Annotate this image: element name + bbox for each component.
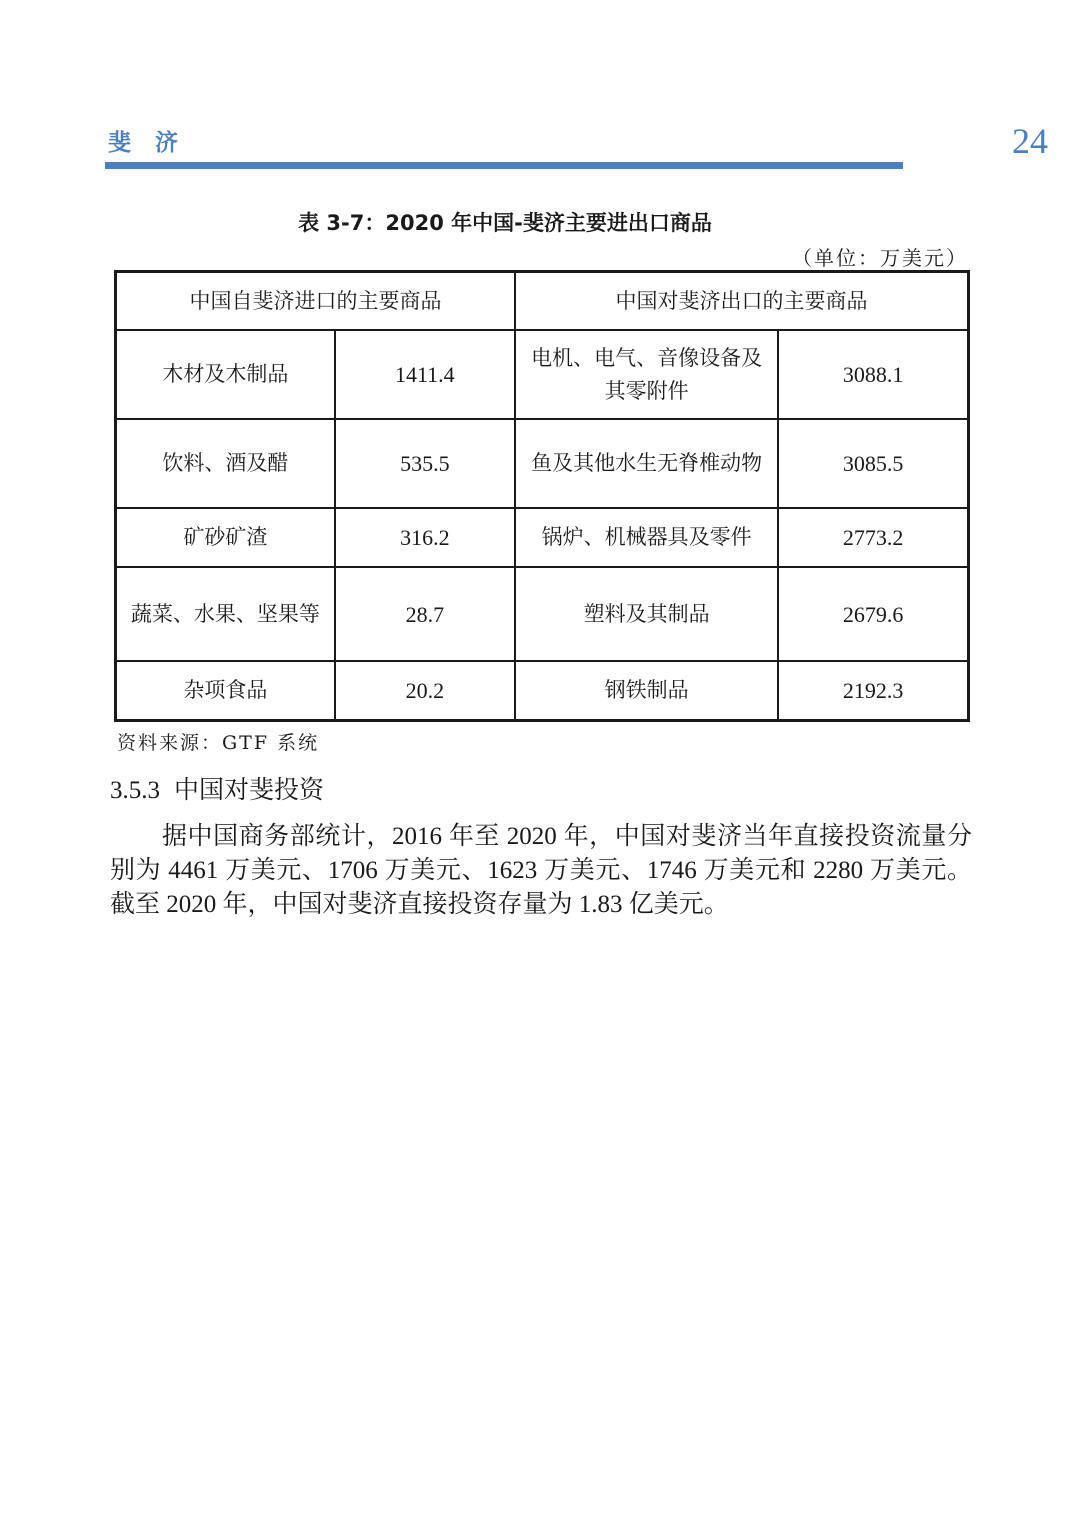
table-row <box>116 330 969 419</box>
export-value-cell: 3085.5 <box>778 419 968 508</box>
export-item-cell: 锅炉、机械器具及零件 <box>515 508 778 567</box>
export-item-cell: 鱼及其他水生无脊椎动物 <box>515 419 778 508</box>
export-value-cell: 2679.6 <box>778 567 968 661</box>
export-value-cell: 2192.3 <box>778 661 968 720</box>
section-heading <box>110 770 324 806</box>
import-item-cell: 蔬菜、水果、坚果等 <box>116 567 335 661</box>
column-header-imports: 中国自斐济进口的主要商品 <box>116 272 515 331</box>
import-value-cell: 20.2 <box>335 661 515 720</box>
column-header-exports: 中国对斐济出口的主要商品 <box>515 272 969 331</box>
body-paragraph: 据中国商务部统计，2016 年至 2020 年，中国对斐济当年直接投资流量分别为 4461 万美元、1706 万美元、1623 万美元、1746 万美元和 2280 万美元。截至 2020 年，中国对斐济直接投资存量为 1.83 亿美元。 <box>110 823 972 918</box>
section-title: 中国对斐投资 <box>174 775 325 804</box>
table-row <box>116 567 969 661</box>
import-value-cell: 316.2 <box>335 508 515 567</box>
export-item-cell: 电机、电气、音像设备及其零附件 <box>515 330 778 419</box>
import-item-cell: 杂项食品 <box>116 661 335 720</box>
running-header-title: 斐 济 <box>108 130 187 156</box>
table-row <box>116 508 969 567</box>
export-value-cell: 2773.2 <box>778 508 968 567</box>
table-header-row <box>116 272 969 331</box>
import-value-cell: 1411.4 <box>335 330 515 419</box>
table-caption: 表 3-7：2020 年中国-斐济主要进出口商品 <box>298 211 712 235</box>
export-value-cell: 3088.1 <box>778 330 968 419</box>
import-value-cell: 28.7 <box>335 567 515 661</box>
export-item-cell: 钢铁制品 <box>515 661 778 720</box>
table-row <box>116 419 969 508</box>
table-row <box>116 661 969 720</box>
page-number: 24 <box>1012 121 1048 161</box>
export-item-cell: 塑料及其制品 <box>515 567 778 661</box>
import-item-cell: 饮料、酒及醋 <box>116 419 335 508</box>
import-item-cell: 木材及木制品 <box>116 330 335 419</box>
import-value-cell: 535.5 <box>335 419 515 508</box>
header-divider <box>105 162 903 169</box>
trade-goods-table <box>114 270 970 722</box>
section-number: 3.5.3 <box>110 777 160 804</box>
table-source-note: 资料来源：GTF 系统 <box>117 732 320 754</box>
import-item-cell: 矿砂矿渣 <box>116 508 335 567</box>
table-unit-note: （单位：万美元） <box>792 246 968 270</box>
